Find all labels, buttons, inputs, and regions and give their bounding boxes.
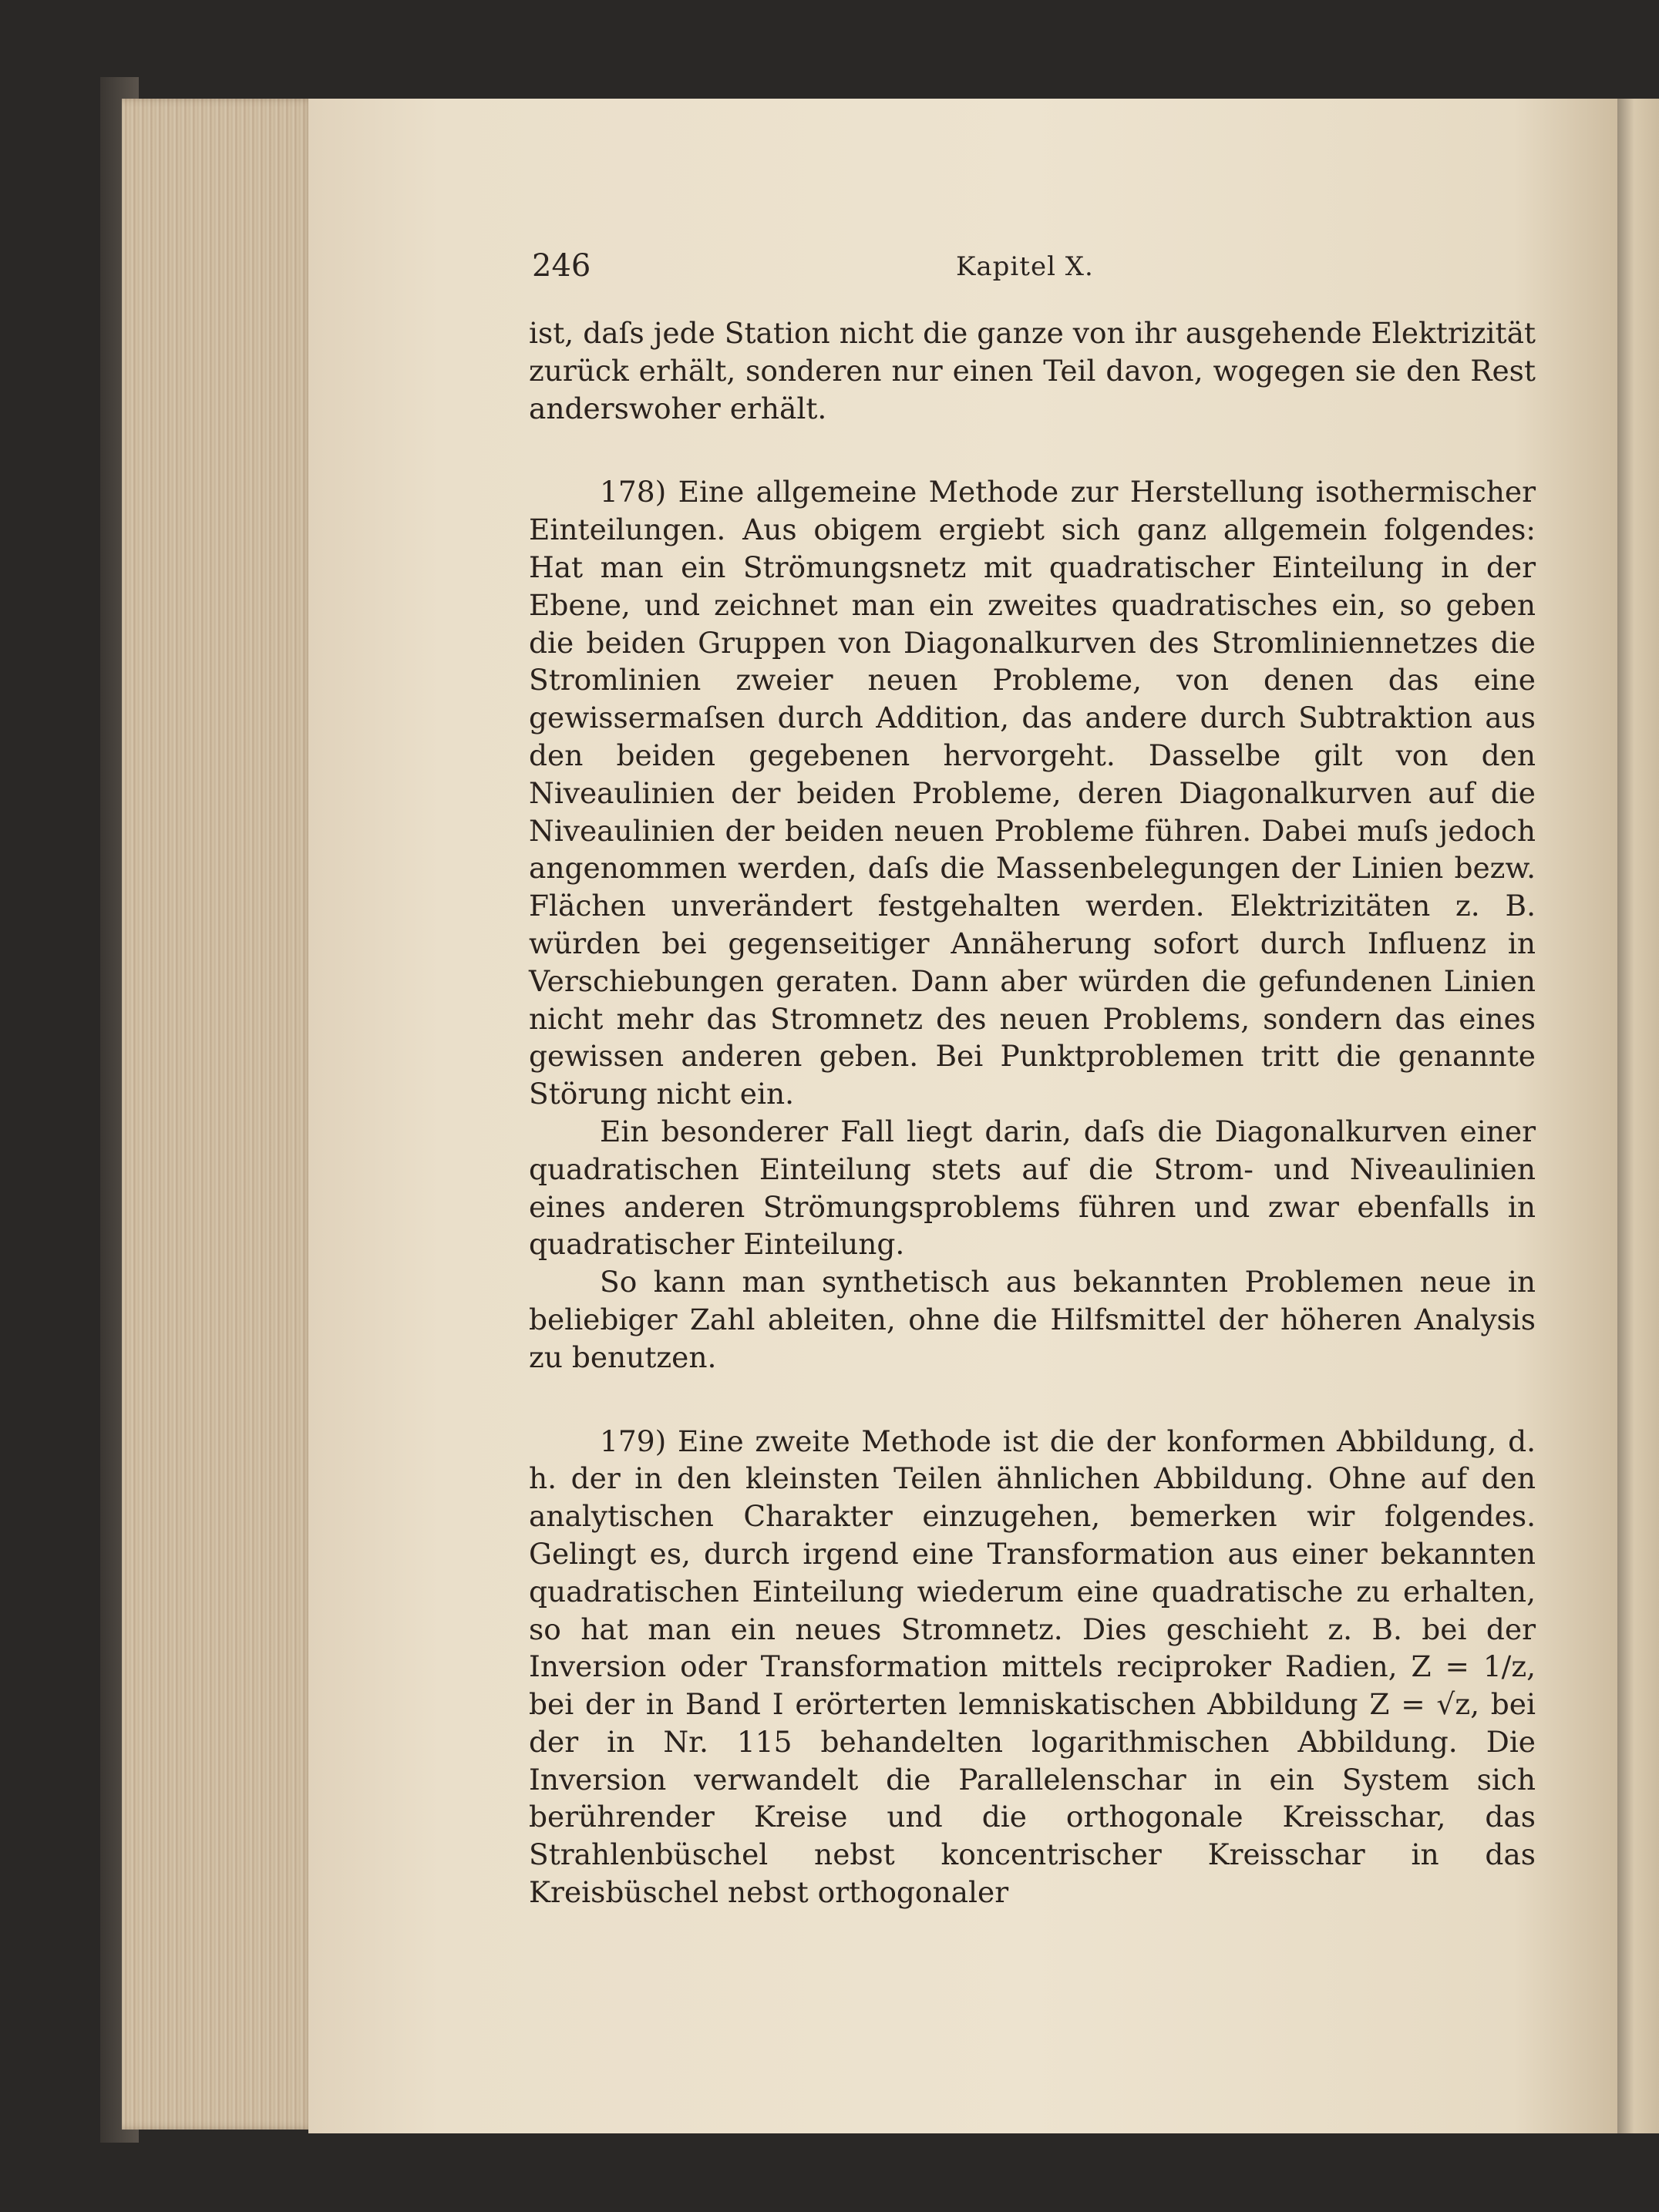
running-head: Kapitel X. [956,251,1094,282]
paragraph-special-case: Ein besonderer Fall liegt darin, daſs die Diagonalkurven einer quadratischen Einteilung stets auf die Strom- und Niveaulinien eines anderen Strömungsproblems führen und zwar ebenfalls in quadratischer Einteilung. [529,1114,1536,1262]
paragraph-section-178: 178) Eine allgemeine Methode zur Herstellung isothermischer Einteilungen. Aus obigem ergiebt sich ganz allgemein folgendes: Hat man ein Strömungsnetz mit quadratischer Einteilung in der Ebene, und zeichnet man ein zweites quadratisches ein, so geben die beiden Gruppen von Diagonalkurven des Stromliniennetzes die Stromlinien zweier neuen Probleme, von denen das eine gewissermaſsen durch Addition, das andere durch Subtraktion aus den beiden gegebenen hervorgeht. Dasselbe gilt von den Niveaulinien der beiden Probleme, deren Diagonalkurven auf die Niveaulinien der beiden neuen Probleme führen. Dabei muſs jedoch angenommen werden, daſs die Massenbelegungen der Linien bezw. Flächen unverändert festgehalten werden. Elektrizitäten z. B. würden bei gegenseitiger Annäherung sofort durch Influenz in Verschiebungen geraten. Dann aber würden die gefundenen Linien nicht mehr das Stromnetz des neuen Problems, sondern das eines gewissen anderen geben. Bei Punktproblemen tritt die genannte Störung nicht ein. [529,475,1536,1111]
page-number: 246 [532,248,591,284]
paragraph-section-179: 179) Eine zweite Methode ist die der konformen Abbildung, d. h. der in den kleinsten Teilen ähnlichen Abbildung. Ohne auf den analytischen Charakter einzugehen, bemerken wir folgendes. Gelingt es, durch irgend eine Transformation aus einer bekannten quadratischen Einteilung wiederum eine quadratische zu erhalten, so hat man ein neues Stromnetz. Dies geschieht z. B. bei der Inversion oder Transformation mittels reciproker Radien, Z = 1/z, bei der in Band I erörterten lemniskatischen Abbildung Z = √z, bei der in Nr. 115 behandelten logarithmischen Abbildung. Die Inversion verwandelt die Parallelenschar in ein System sich berührender Kreise und die orthogonale Kreisschar, das Strahlenbüschel nebst koncentrischer Kreisschar in das Kreisbüschel nebst orthogonaler [529,1424,1536,1910]
page-header [532,248,1534,294]
page-body [529,314,1536,1911]
page-stack-edges [122,99,315,2130]
paragraph-synthetic: So kann man synthetisch aus bekannten Problemen neue in beliebiger Zahl ableiten, ohne die Hilfsmittel der höheren Analysis zu benutzen. [529,1265,1536,1374]
facing-page-edge [1617,99,1659,2133]
paragraph-continued: ist, daſs jede Station nicht die ganze von ihr ausgehende Elektrizität zurück erhält, sonderen nur einen Teil davon, wogegen sie den Rest anderswoher erhält. [529,316,1536,425]
